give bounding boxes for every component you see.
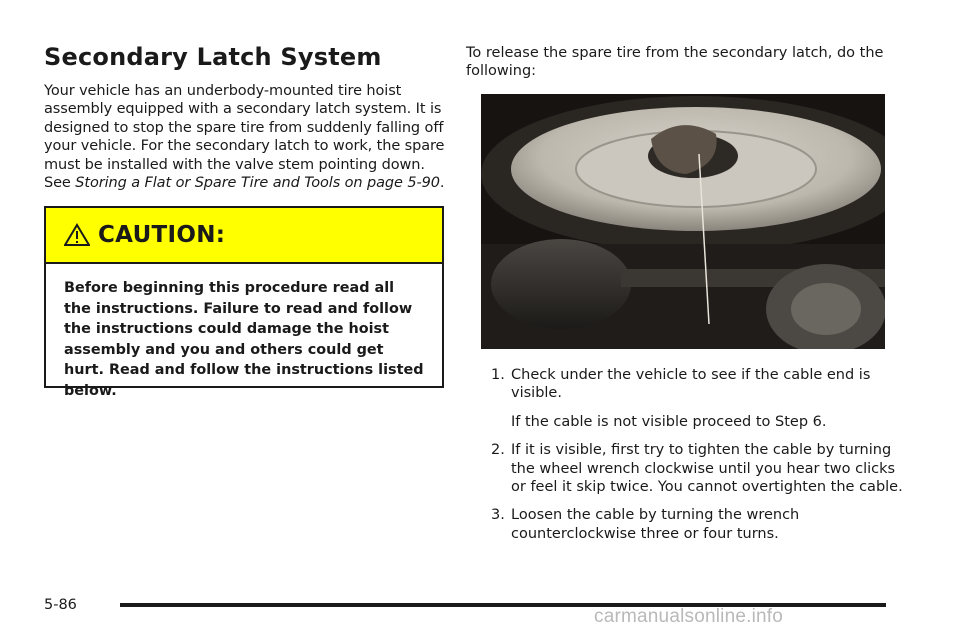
caution-body: Before beginning this procedure read all the instructions. Failure to read and follow the instructions could damage the hoist assembly and you and others could get hurt. Read and follow the instructions listed below. <box>64 280 424 399</box>
step-text: Loosen the cable by turning the wrench counterclockwise three or four turns. <box>511 507 800 542</box>
caution-box <box>44 206 444 399</box>
spare-tire-photo <box>481 94 885 349</box>
intro-end: . <box>439 175 445 192</box>
right-column <box>466 44 916 81</box>
warning-triangle-icon <box>64 223 90 247</box>
step-1-note: If the cable is not visible proceed to Step 6. <box>511 413 827 430</box>
left-column <box>44 40 448 192</box>
steps-list <box>491 366 911 553</box>
watermark: carmanualsonline.info <box>594 606 784 627</box>
intro-text: Your vehicle has an underbody-mounted tire hoist assembly equipped with a secondary latch system. It is designed to stop the spare tire from suddenly falling off your vehicle. For the secondary latch to work, the spare must be installed with the valve stem pointing down. See <box>44 83 445 192</box>
step-text: Check under the vehicle to see if the cable end is visible. <box>511 367 871 402</box>
caution-title: CAUTION: <box>98 222 226 248</box>
spare-tire-illustration <box>481 94 885 349</box>
step-item-2 <box>491 441 911 496</box>
release-intro: To release the spare tire from the secondary latch, do the following: <box>466 45 884 80</box>
step-item-3 <box>491 506 911 543</box>
intro-reference-link[interactable]: Storing a Flat or Spare Tire and Tools on page 5-90 <box>75 175 440 192</box>
step-number: 2. <box>491 442 505 459</box>
caution-header <box>46 208 442 264</box>
step-number: 3. <box>491 507 505 524</box>
step-number: 1. <box>491 367 505 383</box>
step-text: If it is visible, first try to tighten the cable by turning the wheel wrench clockwise until you hear two clicks or feel it skip twice. You cannot overtighten the cable. <box>511 442 903 496</box>
step-item-1 <box>491 366 911 403</box>
page-number: 5-86 <box>44 597 77 613</box>
section-title: Secondary Latch System <box>44 43 382 71</box>
intro-paragraph <box>44 82 448 192</box>
